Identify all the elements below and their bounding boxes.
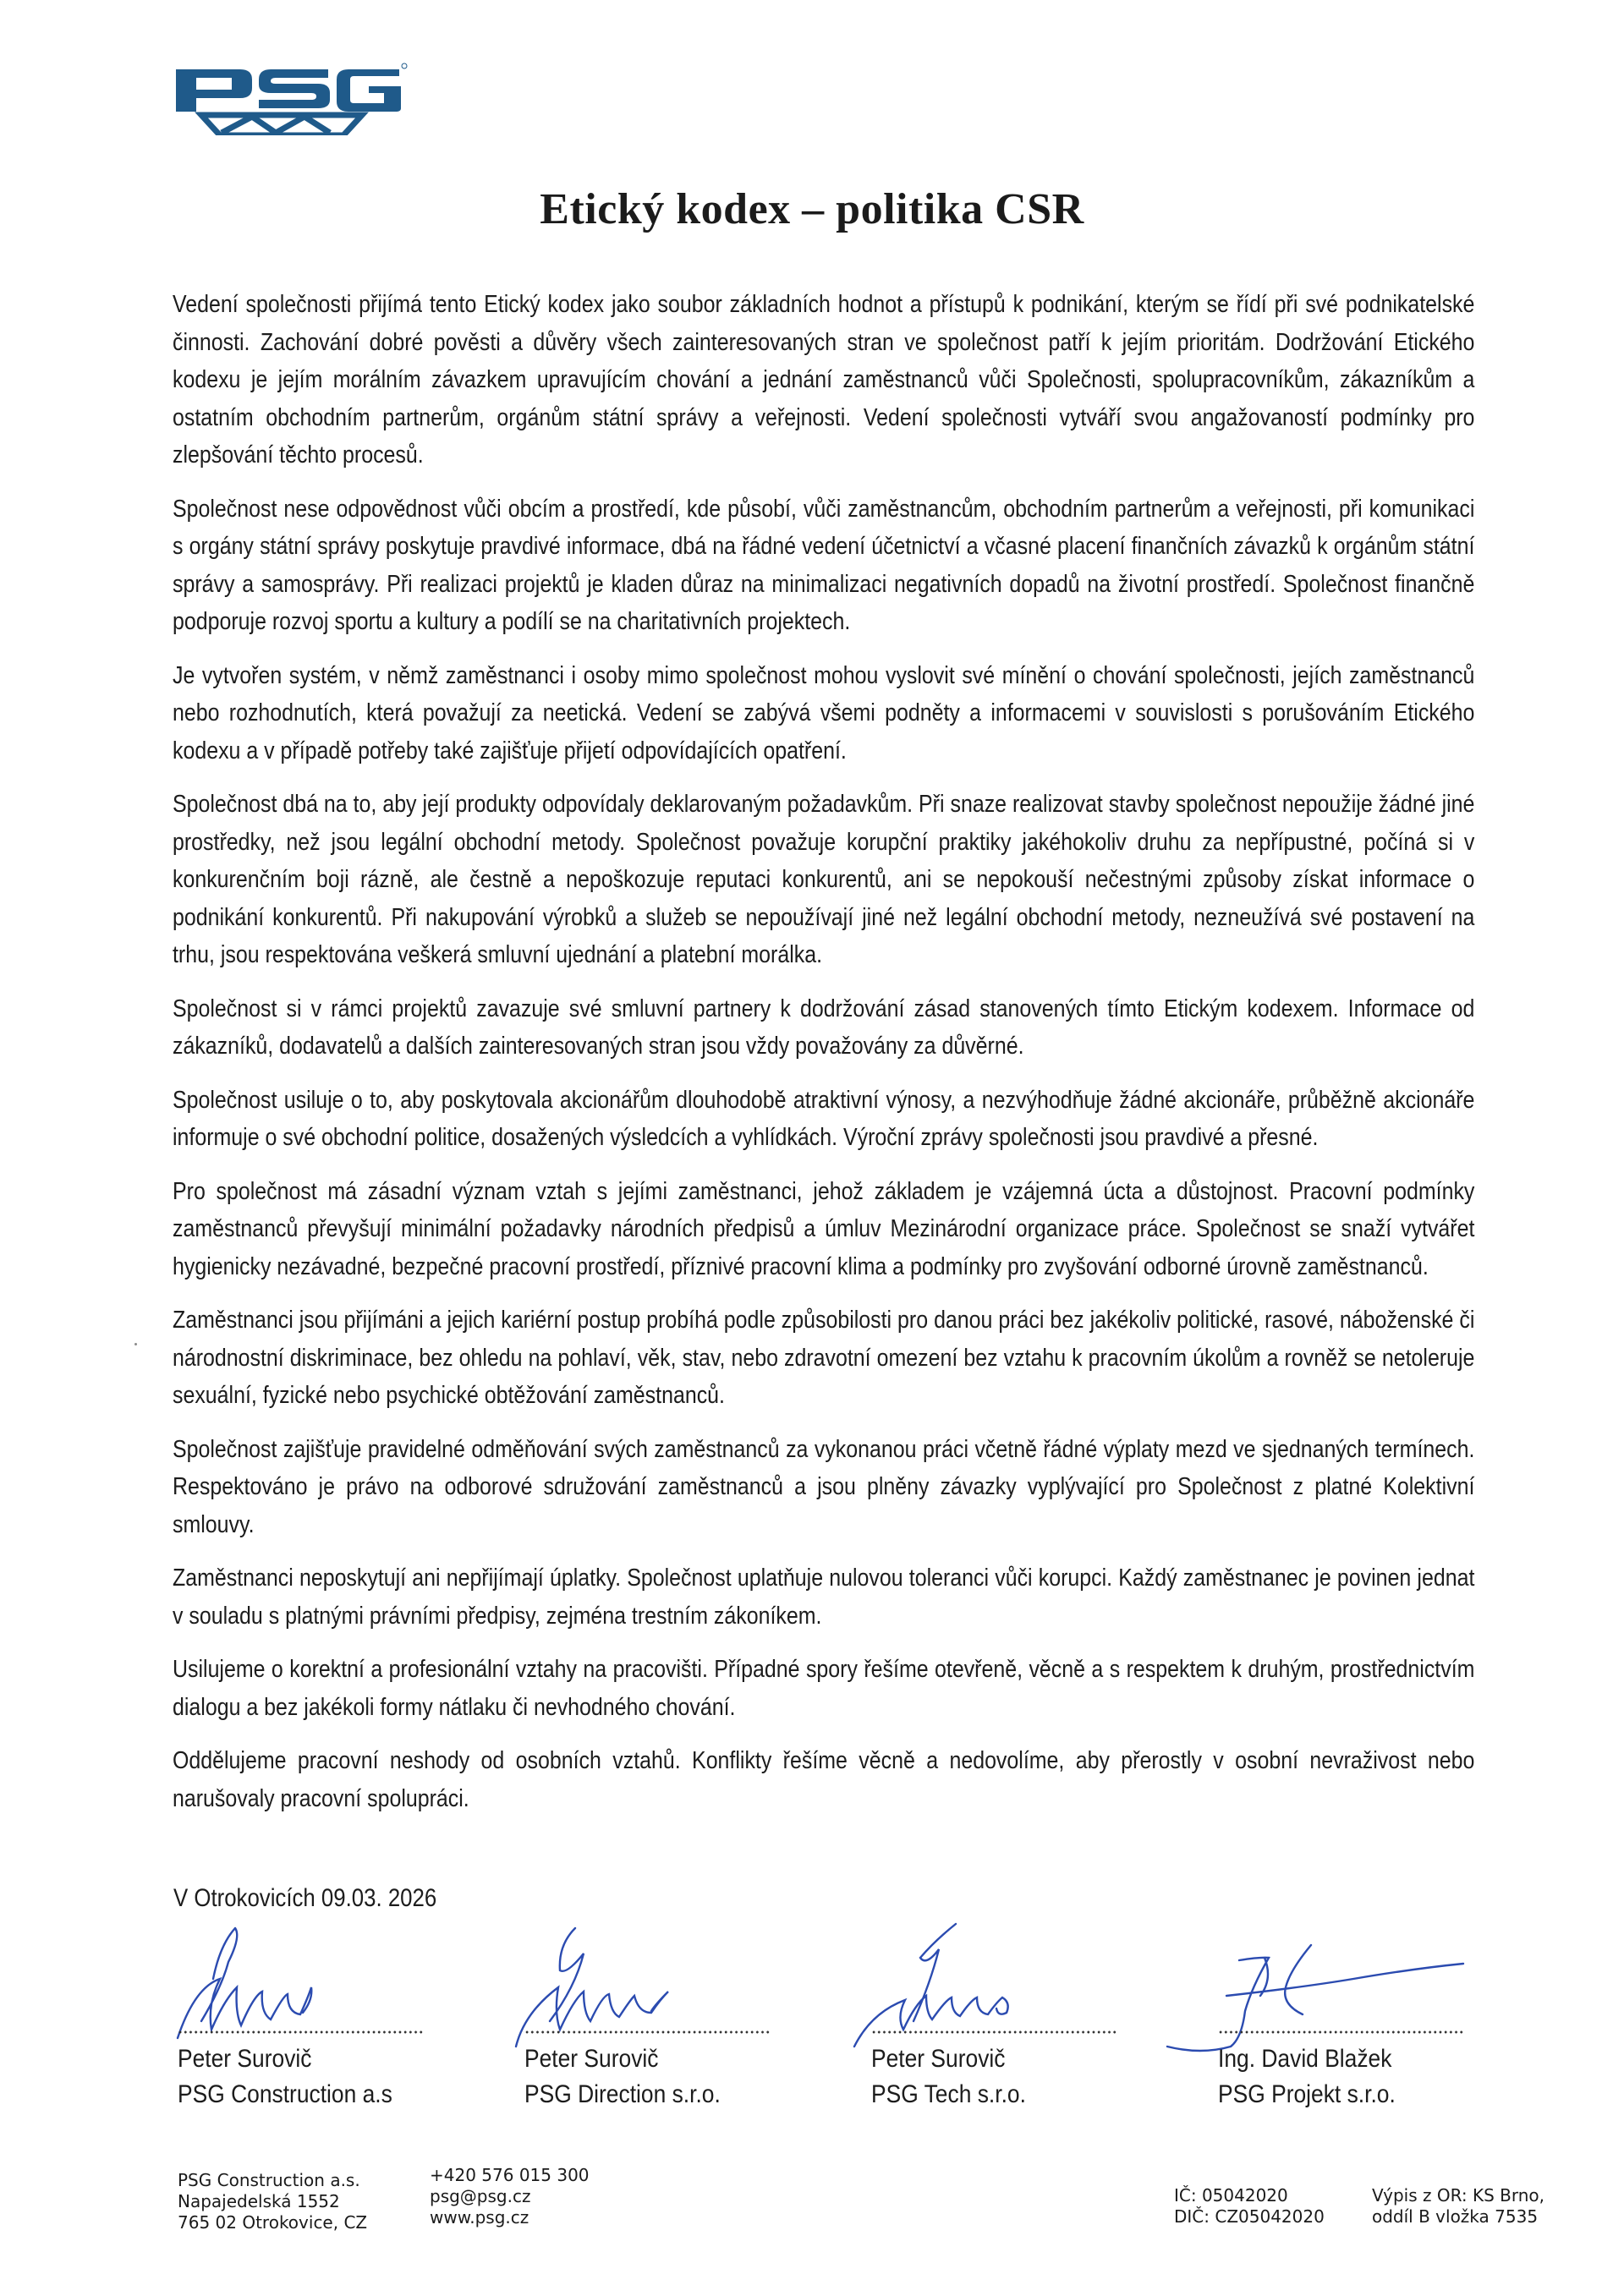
handwritten-signature-icon — [508, 1920, 787, 2047]
footer-ico: IČ: 05042020 — [1174, 2185, 1288, 2206]
paragraph-non-discrimination: Zaměstnanci jsou přijímáni a jejich kariérní postup probíhá podle způsobilosti pro danou práci bez jakékoliv politické, rasové, náboženské či národnostní diskriminace, bez ohledu na pohlaví, věk, stav, nebo zdravotní omezení bez vztahu k pracovním úkolům a rovněž se netoleruje sexuální, fyzické nebo psychické obtěžování zaměstnanců. — [173, 1307, 1475, 1409]
signatory-company: PSG Construction a.s — [178, 2080, 392, 2108]
handwritten-signature-icon — [161, 1920, 440, 2047]
signature-line — [871, 2030, 1116, 2035]
signatory-company: PSG Direction s.r.o. — [524, 2080, 721, 2108]
signature-line — [1218, 2030, 1463, 2035]
paragraph-anti-bribery: Zaměstnanci neposkytují ani nepřijímají úplatky. Společnost uplatňuje nulovou toleranci vůči korupci. Každý zaměstnanec je povinen jednat v souladu s platnými právními předpisy, zejména trestním zákoníkem. — [173, 1564, 1475, 1630]
footer-registry — [1372, 2185, 1544, 2228]
signature-block-tech — [871, 1920, 1150, 2131]
document-title: Etický kodex – politika CSR — [540, 185, 1084, 233]
paragraph-feedback-system: Je vytvořen systém, v němž zaměstnanci i osoby mimo společnost mohou vyslovit své mínění o chování společnosti, jejích zaměstnanců nebo rozhodnutích, která považují za neetická. Vedení se zabývá všemi podněty a informacemi v souvislosti s porušováním Etického kodexu a v případě potřeby také zajišťuje přijetí odpovídajících opatření. — [173, 661, 1475, 764]
footer-dic: DIČ: CZ05042020 — [1174, 2206, 1325, 2227]
paragraph-responsibility: Společnost nese odpovědnost vůči obcím a prostředí, kde působí, vůči zaměstnancům, obchodním partnerům a veřejnosti, při komunikaci s orgány státní správy poskytuje pravdivé informace, dbá na řádné vedení účetnictví a včasné placení finančních závazků k orgánům státní správy a samosprávy. Při realizaci projektů je kladen důraz na minimalizaci negativních dopadů na životní prostředí. Společnost finančně podporuje rozvoj sportu a kultury a podílí se na charitativních projektech. — [173, 495, 1475, 635]
signature-block-direction — [524, 1920, 804, 2131]
scan-speck — [134, 1343, 137, 1345]
footer-registry-line-1: Výpis z OR: KS Brno, — [1372, 2185, 1545, 2206]
paragraph-introduction: Vedení společnosti přijímá tento Etický kodex jako soubor základních hodnot a přístupů k podnikání, kterým se řídí při své podnikatelské činnosti. Zachování dobré pověsti a důvěry všech zainteresovaných stran ve společnost patří k jejím prioritám. Dodržování Etického kodexu je jejím morálním závazkem upravujícím chování a jednání zaměstnanců vůči Společnosti, spolupracovníkům, zákazníkům a ostatním obchodním partnerům, orgánům státní správy a veřejnosti. Vedení společnosti vytváří svou angažovaností podmínky pro zlepšování těchto procesů. — [173, 291, 1475, 469]
paragraph-workplace-relations: Usilujeme o korektní a profesionální vztahy na pracovišti. Případné spory řešíme otevřeně, věcně a s respektem k druhým, prostřednictvím dialogu a bez jakékoli formy nátlaku či nevhodného chování. — [173, 1656, 1475, 1721]
footer-phone[interactable]: +420 576 015 300 — [430, 2165, 590, 2185]
paragraph-fair-business: Společnost dbá na to, aby její produkty odpovídaly deklarovaným požadavkům. Při snaze realizovat stavby společnost nepoužije žádné jiné prostředky, než jsou legální obchodní metody. Společnost považuje korupční praktiky jakéhokoliv druhu za nepřípustné, počíná si v konkurenčním boji rázně, ale čestně a nepoškozuje reputaci konkurentů, ani se nepokouší nečestnými způsoby získat informace o podnikání konkurentů. Při nakupování výrobků a služeb se nepoužívají jiné než legální obchodní metody, nezneužívá své postavení na trhu, jsou respektována veškerá smluvní ujednání a platební morálka. — [173, 791, 1475, 968]
place-date: V Otrokovicích 09.03. 2026 — [173, 1884, 437, 1912]
paragraph-partners: Společnost si v rámci projektů zavazuje své smluvní partnery k dodržování zásad stanovených tímto Etickým kodexem. Informace od zákazníků, dodavatelů a dalších zainteresovaných stran jsou vždy považovány za důvěrné. — [173, 995, 1475, 1060]
handwritten-signature-icon — [854, 1920, 1133, 2047]
paragraph-remuneration: Společnost zajišťuje pravidelné odměňování svých zaměstnanců za vykonanou práci včetně řádné výplaty mezd ve sjednaných termínech. Respektováno je právo na odborové sdružování zaměstnanců a jsou plněny závazky vyplývající pro Společnost z platné Kolektivní smlouvy. — [173, 1435, 1475, 1538]
signature-block-projekt — [1218, 1920, 1497, 2131]
footer-address — [178, 2170, 367, 2233]
paragraph-employees: Pro společnost má zásadní význam vztah s jejími zaměstnanci, jehož základem je vzájemná úcta a důstojnost. Pracovní podmínky zaměstnanců převyšují minimální požadavky národních předpisů a úmluv Mezinárodní organizace práce. Společnost se snaží vytvářet hygienicky nezávadné, bezpečné pracovní prostředí, příznivé pracovní klima a podmínky pro zvyšování odborné úrovně zaměstnanců. — [173, 1177, 1475, 1280]
handwritten-signature-icon — [1201, 1920, 1480, 2047]
footer-company-name: PSG Construction a.s. — [178, 2170, 360, 2190]
signature-line — [524, 2030, 770, 2035]
signatory-name: Peter Surovič — [871, 2045, 1006, 2073]
paragraph-shareholders: Společnost usiluje o to, aby poskytovala akcionářům dlouhodobě atraktivní výnosy, a nezvýhodňuje žádné akcionáře, průběžně akcionáře informuje o své obchodní politice, dosažených výsledcích a vyhlídkách. Výroční zprávy společnosti jsou pravdivé a přesné. — [173, 1086, 1475, 1151]
footer-city: 765 02 Otrokovice, CZ — [178, 2212, 368, 2233]
footer-email[interactable]: psg@psg.cz — [430, 2186, 531, 2206]
signatory-company: PSG Projekt s.r.o. — [1218, 2080, 1396, 2108]
signature-line — [178, 2030, 423, 2035]
signatory-name: Ing. David Blažek — [1218, 2045, 1392, 2073]
psg-truss-logo-icon — [171, 59, 408, 135]
signatory-name: Peter Surovič — [524, 2045, 659, 2073]
signature-block-construction — [178, 1920, 457, 2131]
footer-contact — [430, 2165, 590, 2228]
psg-logo — [171, 59, 408, 135]
signatory-name: Peter Surovič — [178, 2045, 312, 2073]
document-body — [173, 286, 1475, 1817]
footer-website[interactable]: www.psg.cz — [430, 2207, 529, 2228]
signatory-company: PSG Tech s.r.o. — [871, 2080, 1026, 2108]
footer-street: Napajedelská 1552 — [178, 2191, 340, 2211]
footer-registry-line-2: oddíl B vložka 7535 — [1372, 2206, 1539, 2227]
footer-company-ids — [1174, 2185, 1325, 2228]
paragraph-conflicts: Oddělujeme pracovní neshody od osobních vztahů. Konflikty řešíme věcně a nedovolíme, aby přerostly v osobní nevraživost nebo narušovaly pracovní spolupráci. — [173, 1747, 1475, 1812]
